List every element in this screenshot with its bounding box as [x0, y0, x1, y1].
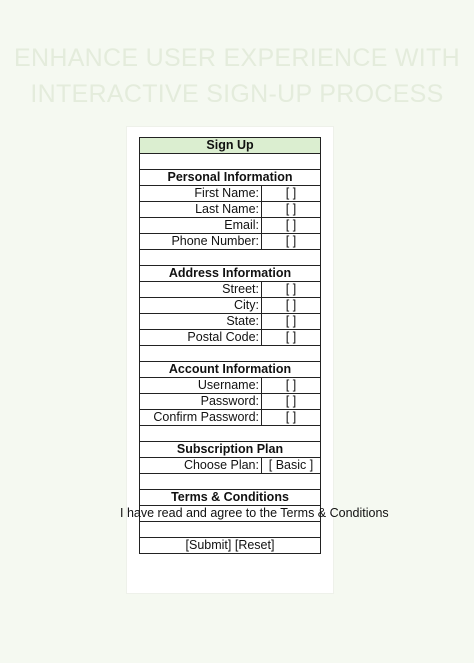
- terms-heading: Terms & Conditions: [140, 490, 321, 506]
- last-name-label: Last Name:: [140, 202, 262, 218]
- blank-row: [140, 426, 321, 442]
- banner-line-1: ENHANCE USER EXPERIENCE WITH: [14, 44, 460, 72]
- postal-code-label: Postal Code:: [140, 330, 262, 346]
- phone-label: Phone Number:: [140, 234, 262, 250]
- last-name-field[interactable]: [ ]: [262, 202, 321, 218]
- username-field[interactable]: [ ]: [262, 378, 321, 394]
- state-field[interactable]: [ ]: [262, 314, 321, 330]
- banner-line-2: INTERACTIVE SIGN-UP PROCESS: [30, 80, 444, 108]
- form-actions[interactable]: [Submit] [Reset]: [140, 538, 321, 554]
- password-field[interactable]: [ ]: [262, 394, 321, 410]
- email-field[interactable]: [ ]: [262, 218, 321, 234]
- blank-row: [140, 250, 321, 266]
- page-banner: [0, 40, 474, 112]
- state-label: State:: [140, 314, 262, 330]
- confirm-password-label: Confirm Password:: [140, 410, 262, 426]
- signup-form-table: [120, 137, 389, 554]
- first-name-field[interactable]: [ ]: [262, 186, 321, 202]
- blank-row: [140, 522, 321, 538]
- account-heading: Account Information: [140, 362, 321, 378]
- terms-agree-text: I have read and agree to the Terms & Conditions: [120, 506, 389, 520]
- plan-label: Choose Plan:: [140, 458, 262, 474]
- personal-heading: Personal Information: [140, 170, 321, 186]
- postal-code-field[interactable]: [ ]: [262, 330, 321, 346]
- phone-field[interactable]: [ ]: [262, 234, 321, 250]
- subscription-heading: Subscription Plan: [140, 442, 321, 458]
- street-label: Street:: [140, 282, 262, 298]
- plan-select[interactable]: [ Basic ]: [262, 458, 321, 474]
- first-name-label: First Name:: [140, 186, 262, 202]
- city-field[interactable]: [ ]: [262, 298, 321, 314]
- city-label: City:: [140, 298, 262, 314]
- blank-row: [140, 346, 321, 362]
- address-heading: Address Information: [140, 266, 321, 282]
- form-title: Sign Up: [140, 138, 321, 154]
- confirm-password-field[interactable]: [ ]: [262, 410, 321, 426]
- email-label: Email:: [140, 218, 262, 234]
- password-label: Password:: [140, 394, 262, 410]
- terms-agree-checkbox[interactable]: [120, 506, 389, 522]
- blank-row: [140, 154, 321, 170]
- blank-row: [140, 474, 321, 490]
- username-label: Username:: [140, 378, 262, 394]
- street-field[interactable]: [ ]: [262, 282, 321, 298]
